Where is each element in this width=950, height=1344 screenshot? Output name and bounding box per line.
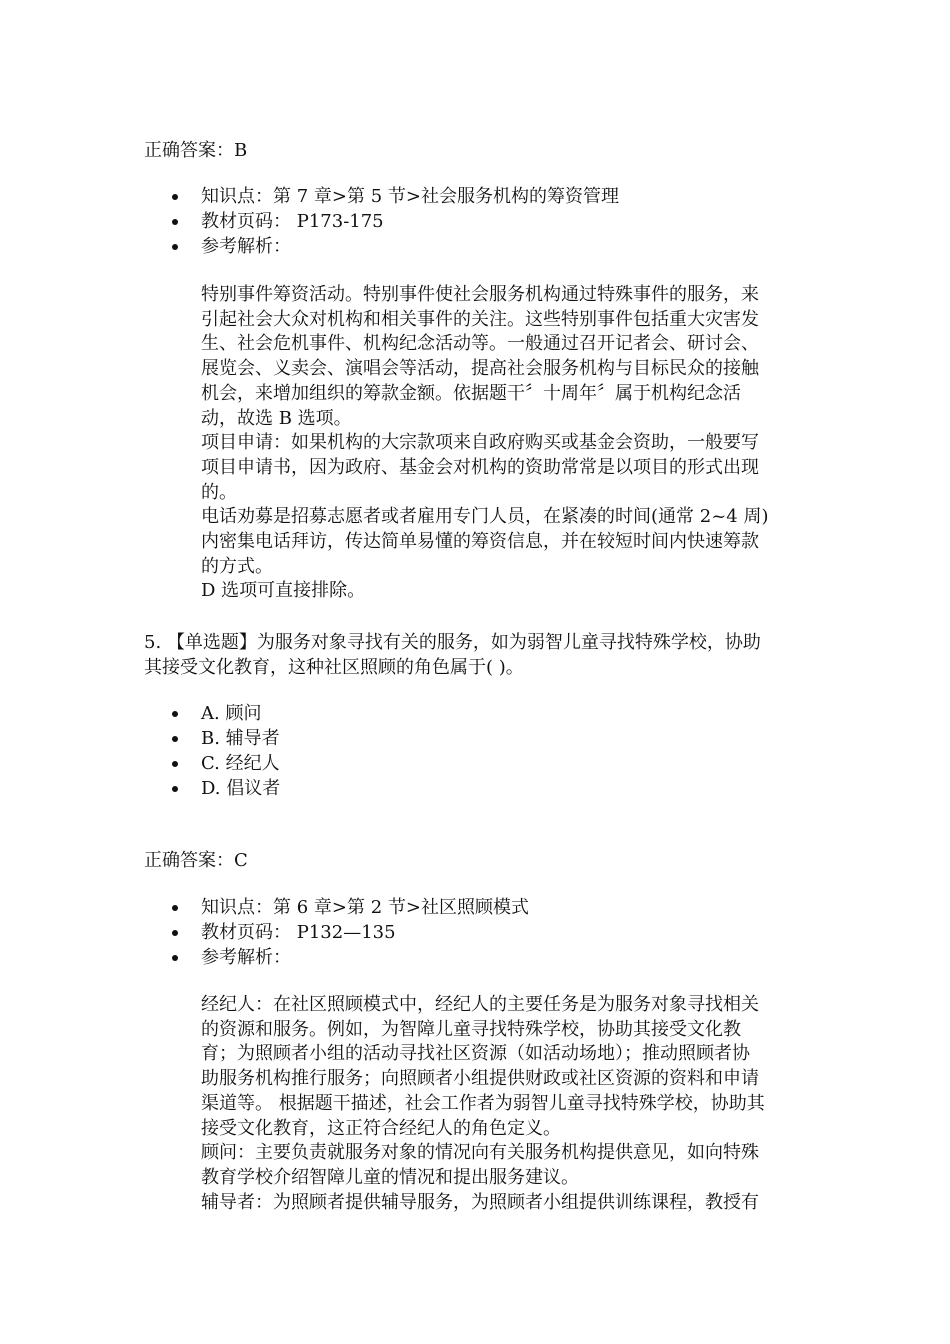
bullet-icon: [172, 244, 178, 250]
analysis-label-2: 参考解析：: [201, 947, 291, 968]
analysis-line: 机会，来增加组织的筹款金额。依据题干〞十周年〞属于机构纪念活: [201, 382, 741, 404]
correct-answer-1: 正确答案：B: [144, 140, 248, 161]
analysis-line: 生、社会危机事件、机构纪念活动等。一般通过召开记者会、研讨会、: [201, 333, 759, 355]
analysis-line: 的方式。: [201, 555, 273, 577]
analysis-text-1: [201, 283, 816, 604]
textbook-pages-1: 教材页码： P173-175: [201, 211, 384, 232]
analysis-label-1: 参考解析：: [201, 236, 291, 257]
analysis-line: D 选项可直接排除。: [201, 580, 366, 602]
analysis-line: 接受文化教育，这正符合经纪人的角色定义。: [201, 1117, 561, 1139]
analysis-line: 特别事件筹资活动。特别事件使社会服务机构通过特殊事件的服务，来: [201, 284, 759, 305]
question-5: [144, 630, 824, 680]
analysis-line: 电话劝募是招募志愿者或者雇用专门人员，在紧凑的时间(通常 2~4 周): [201, 506, 769, 528]
knowledge-point-2: 知识点：第 6 章>第 2 节>社区照顾模式: [201, 897, 529, 918]
analysis-text-2: [201, 993, 816, 1215]
analysis-line: 内密集电话拜访，传达简单易懂的筹资信息，并在较短时间内快速筹款: [201, 531, 759, 553]
option-b: B. 辅导者: [201, 728, 280, 749]
bullet-icon: [172, 219, 178, 225]
analysis-line: 引起社会大众对机构和相关事件的关注。这些特别事件包括重大灾害发: [201, 308, 759, 330]
bullet-icon: [172, 786, 178, 792]
analysis-line: 渠道等。 根据题干描述，社会工作者为弱智儿童寻找特殊学校，协助其: [201, 1092, 765, 1114]
bullet-icon: [172, 905, 178, 911]
analysis-line: 经纪人：在社区照顾模式中，经纪人的主要任务是为服务对象寻找相关: [201, 994, 759, 1015]
bullet-icon: [172, 930, 178, 936]
knowledge-point-1: 知识点：第 7 章>第 5 节>社会服务机构的筹资管理: [201, 186, 619, 207]
question-line: 其接受文化教育，这种社区照顾的角色属于( )。: [144, 657, 524, 678]
analysis-line: 育；为照顾者小组的活动寻找社区资源（如活动场地）；推动照顾者协: [201, 1043, 750, 1065]
textbook-pages-2: 教材页码： P132—135: [201, 922, 396, 943]
correct-answer-2: 正确答案：C: [144, 850, 248, 871]
option-a: A. 顾问: [201, 703, 262, 724]
analysis-line: 助服务机构推行服务；向照顾者小组提供财政或社区资源的资料和申请: [201, 1068, 759, 1090]
analysis-line: 展览会、义卖会、演唱会等活动，提高社会服务机构与目标民众的接触: [201, 358, 759, 380]
bullet-icon: [172, 194, 178, 200]
bullet-icon: [172, 711, 178, 717]
analysis-line: 动，故选 B 选项。: [201, 407, 352, 429]
bullet-icon: [172, 761, 178, 767]
analysis-line: 教育学校介绍智障儿童的情况和提出服务建议。: [201, 1166, 579, 1188]
analysis-line: 的资源和服务。例如，为智障儿童寻找特殊学校，协助其接受文化教: [201, 1018, 741, 1040]
analysis-line: 辅导者：为照顾者提供辅导服务，为照顾者小组提供训练课程，教授有: [201, 1191, 759, 1213]
option-d: D. 倡议者: [201, 778, 281, 799]
analysis-line: 项目申请：如果机构的大宗款项来自政府购买或基金会资助，一般要写: [201, 432, 759, 454]
bullet-icon: [172, 736, 178, 742]
option-c: C. 经纪人: [201, 753, 280, 774]
question-line: 5. 【单选题】为服务对象寻找有关的服务，如为弱智儿童寻找特殊学校，协助: [144, 632, 761, 653]
analysis-line: 顾问：主要负责就服务对象的情况向有关服务机构提供意见，如向特殊: [201, 1142, 759, 1164]
analysis-line: 的。: [201, 481, 237, 503]
analysis-line: 项目申请书，因为政府、基金会对机构的资助常常是以项目的形式出现: [201, 456, 759, 478]
bullet-icon: [172, 955, 178, 961]
